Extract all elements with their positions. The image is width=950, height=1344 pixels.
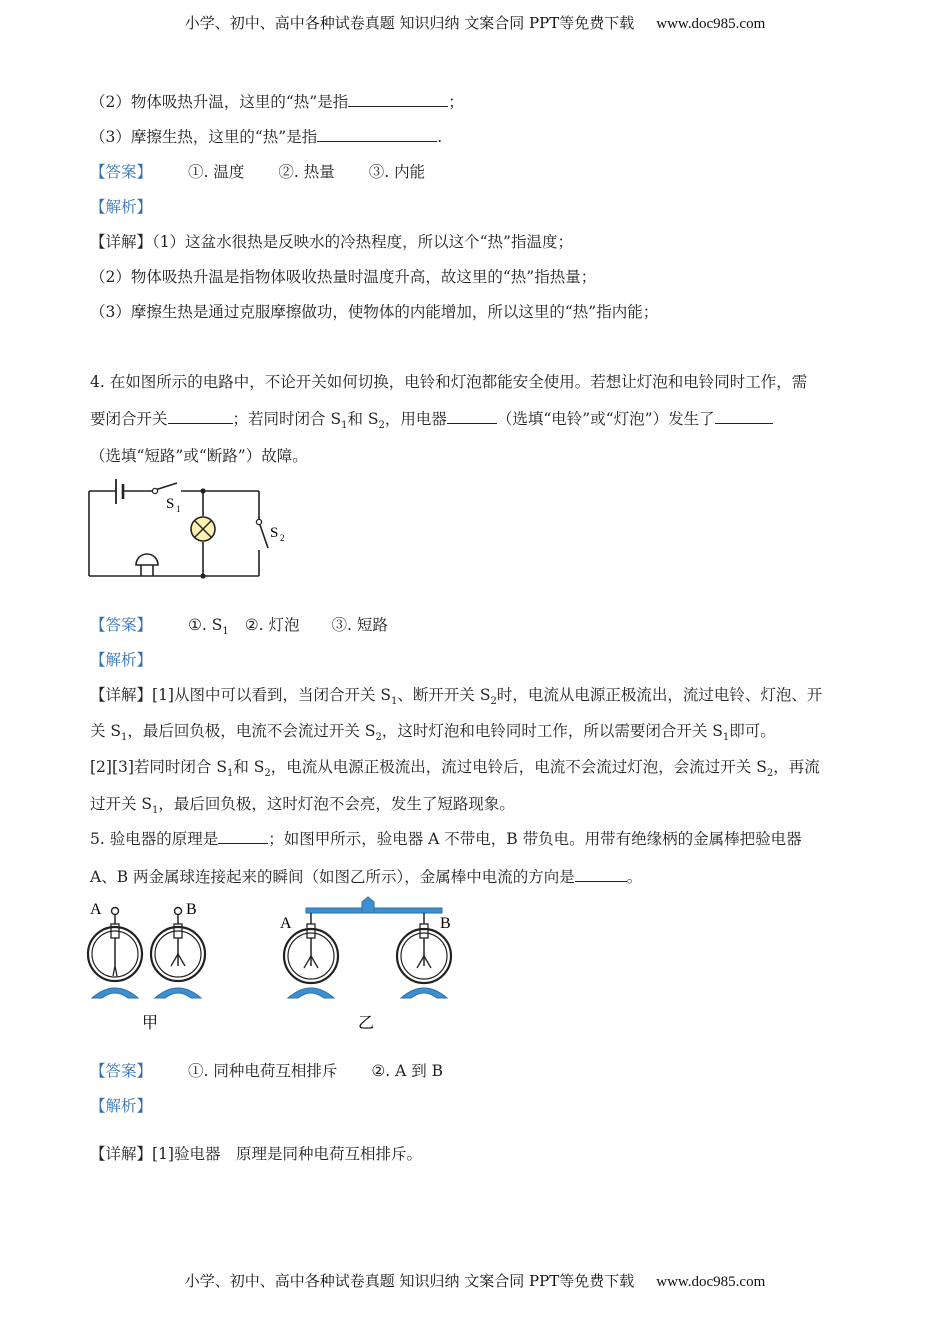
label-s2: S <box>270 525 279 541</box>
switch-s2-contact <box>256 519 261 524</box>
q3-answer: 【答案】 ①. 温度 ②. 热量 ③. 内能 <box>90 163 426 181</box>
answer-blank <box>348 92 448 107</box>
footer-site[interactable]: www.doc985.com <box>656 1274 766 1290</box>
q4-detail-2: 关 $S_1$，最后回负极，电流不会流过开关 $S_2$，这时灯泡和电铃同时工作，所以需要闭合开关 $S_1$即可。 <box>90 722 776 744</box>
header-site[interactable]: www.doc985.com <box>656 16 766 32</box>
q4-answer: 【答案】 ①. $S_1$ ②. 灯泡 ③. 短路 <box>90 616 388 638</box>
q4-detail-1: 【详解】[1]从图中可以看到，当闭合开关 $S_1$、断开开关 $S_2$时，电流从电源正极流出，流过电铃、灯泡、开 <box>90 686 823 708</box>
q4-stem-line1: 4. 在如图所示的电路中，不论开关如何切换，电铃和灯泡都能安全使用。若想让灯泡和电铃同时工作，需 <box>90 373 808 391</box>
label-b-yi: B <box>440 915 451 932</box>
label-b-jia: B <box>186 901 197 918</box>
q5-stem-line1: 5. 验电器的原理是 ；如图甲所示，验电器 A 不带电，B 带负电。用带有绝缘柄的金属棒把验电器 <box>90 830 802 848</box>
q4-detail-3: [2][3]若同时闭合 $S_1$和 $S_2$，电流从电源正极流出，流过电铃后，电流不会流过灯泡，会流过开关 $S_2$，再流 <box>90 758 820 780</box>
label-a-yi: A <box>280 915 292 932</box>
answer-tag: 【答案】 <box>90 163 153 181</box>
q4-analysis-tag: 【解析】 <box>90 651 153 669</box>
label-yi: 乙 <box>358 1015 375 1032</box>
switch-s1-contact <box>152 488 157 493</box>
answer-blank <box>218 829 268 844</box>
q4-detail-4: 过开关 $S_1$，最后回负极，这时灯泡不会亮，发生了短路现象。 <box>90 795 515 817</box>
answer-blank <box>168 409 233 424</box>
label-jia: 甲 <box>142 1015 159 1032</box>
bell-icon <box>136 554 158 565</box>
q5-detail-1: 【详解】[1]验电器 原理是同种电荷互相排斥。 <box>90 1145 422 1163</box>
q4-stem-line2: 要闭合开关 ；若同时闭合 $S_1$和 $S_2$，用电器 （选填“电铃”或“灯泡”）发生了 <box>90 407 773 429</box>
label-a-jia: A <box>90 901 102 918</box>
q5-answer: 【答案】 ①. 同种电荷互相排斥 ②. A 到 B <box>90 1062 444 1080</box>
q3-detail-3: （3）摩擦生热是通过克服摩擦做功，使物体的内能增加，所以这里的“热”指内能； <box>90 303 659 321</box>
label-s2-sub: 2 <box>280 533 285 543</box>
q3-item2: （2）物体吸热升温，这里的“热”是指 ； <box>90 93 464 111</box>
q3-detail-1: 【详解】（1）这盆水很热是反映水的冷热程度，所以这个“热”指温度； <box>90 233 573 251</box>
answer-blank <box>447 409 497 424</box>
detail-tag: 【详解】 <box>90 1145 153 1163</box>
electroscope-a-yi <box>284 913 338 998</box>
electroscope-figure <box>84 894 464 1034</box>
footer-text: 小学、初中、高中各种试卷真题 知识归纳 文案合同 PPT等免费下载 <box>184 1272 635 1290</box>
junction-dot <box>200 573 205 578</box>
label-s1-sub: 1 <box>176 504 181 514</box>
detail-tag: 【详解】 <box>90 233 153 251</box>
q5-analysis-tag: 【解析】 <box>90 1097 153 1115</box>
q3-detail-2: （2）物体吸热升温是指物体吸收热量时温度升高，故这里的“热”指热量； <box>90 268 597 286</box>
answer-blank <box>317 127 437 142</box>
electroscope-b-jia <box>151 908 205 999</box>
page-footer <box>0 1270 950 1291</box>
electroscope-a-jia <box>88 908 142 999</box>
page-header <box>0 12 950 33</box>
junction-dot <box>200 488 205 493</box>
q4-stem-line3: （选填“短路”或“断路”）故障。 <box>90 447 308 465</box>
detail-tag: 【详解】 <box>90 686 153 704</box>
q3-analysis-tag: 【解析】 <box>90 198 153 216</box>
answer-blank <box>715 409 773 424</box>
switch-s2-blade <box>259 522 268 548</box>
answer-blank <box>575 867 627 882</box>
header-text: 小学、初中、高中各种试卷真题 知识归纳 文案合同 PPT等免费下载 <box>184 14 635 32</box>
answer-tag: 【答案】 <box>90 1062 153 1080</box>
q5-stem-line2: A、B 两金属球连接起来的瞬间（如图乙所示），金属棒中电流的方向是 。 <box>90 868 643 886</box>
q3-item3: （3）摩擦生热，这里的“热”是指 . <box>90 128 443 146</box>
circuit-diagram <box>84 474 304 584</box>
label-s1: S <box>166 496 175 512</box>
insulated-handle <box>362 897 374 913</box>
answer-tag: 【答案】 <box>90 616 153 634</box>
